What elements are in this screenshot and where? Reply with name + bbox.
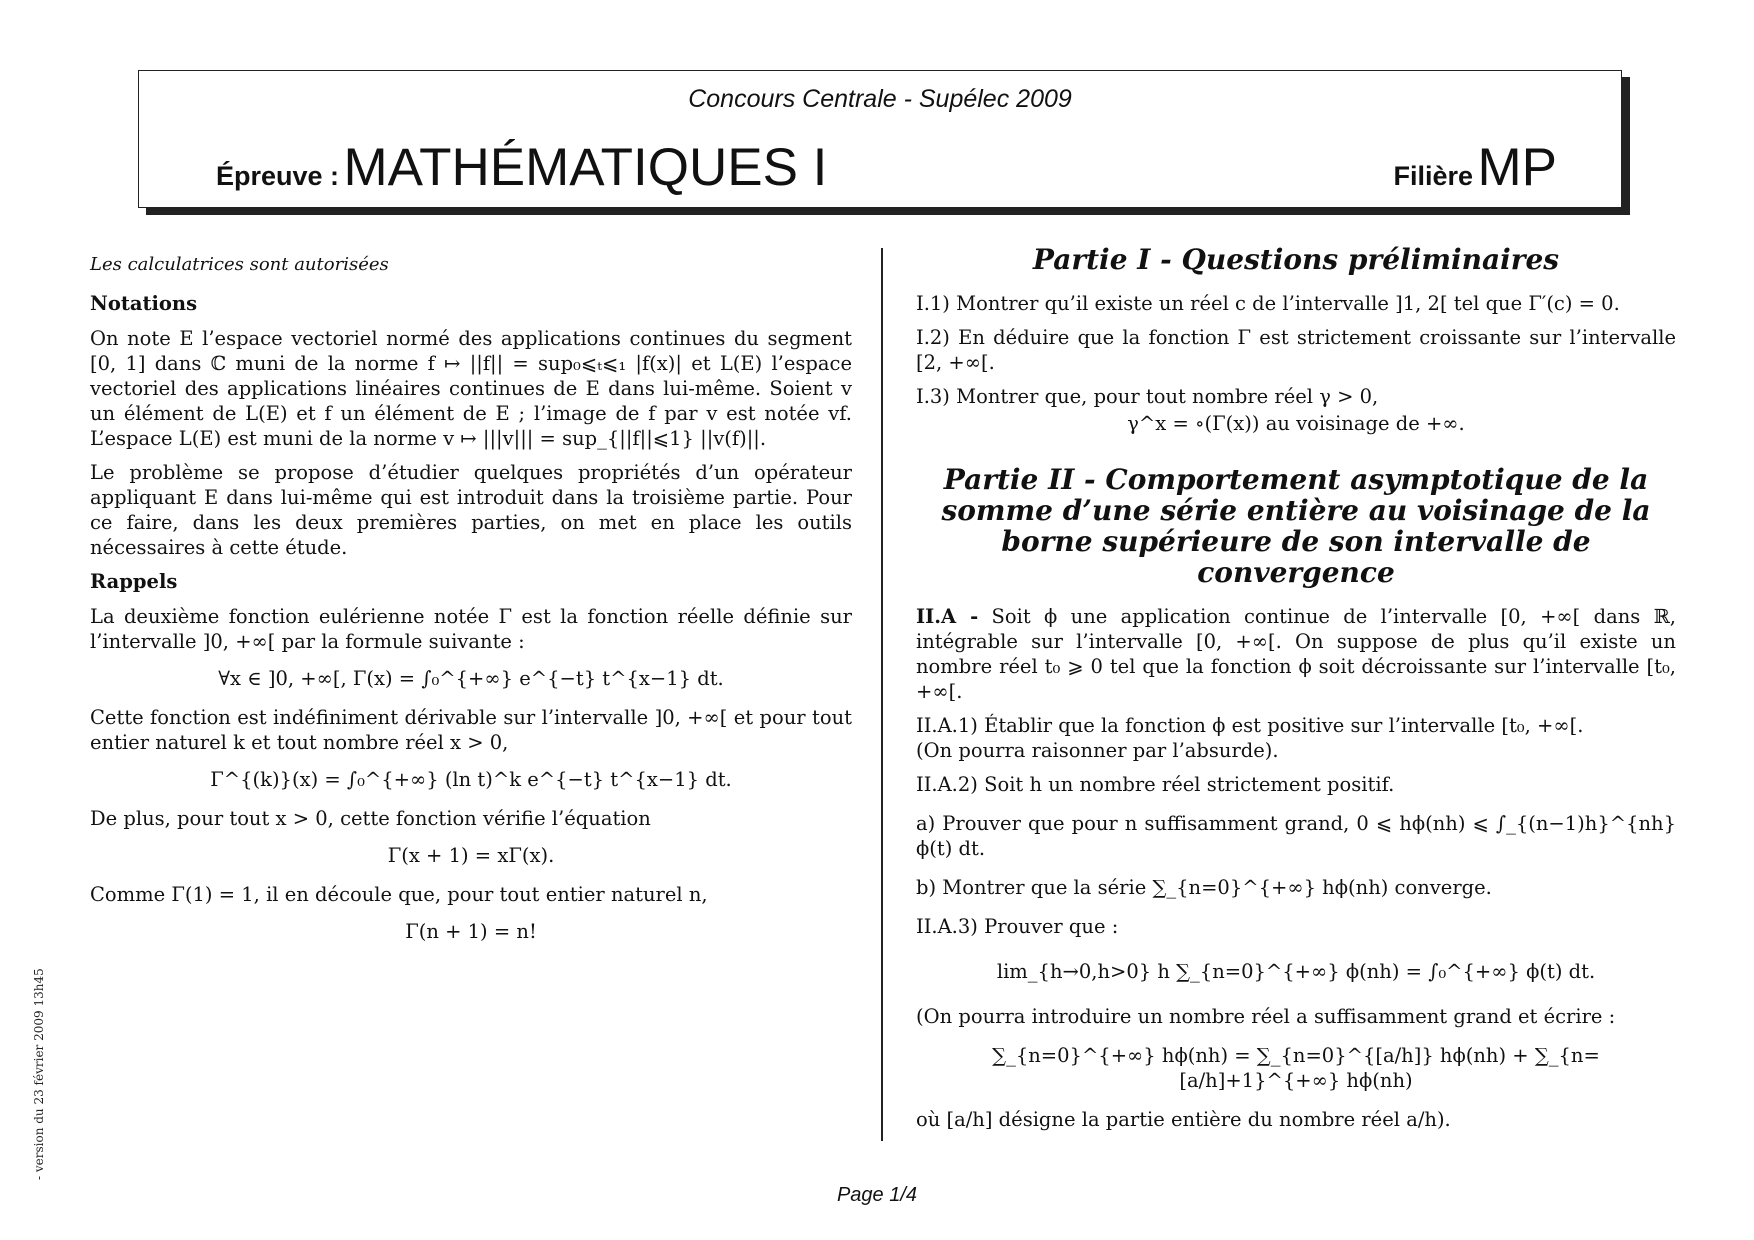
question-IIA1: II.A.1) Établir que la fonction ϕ est positive sur l’intervalle [t₀, +∞[. [916, 714, 1584, 737]
subject-title: MATHÉMATIQUES I [343, 138, 828, 197]
exam-header [138, 70, 1622, 208]
question-IIA3: II.A.3) Prouver que : [916, 915, 1119, 938]
section-IIA [916, 604, 1676, 704]
hint-IIA3: (On pourra introduire un nombre réel a suffisamment grand et écrire : [916, 1005, 1616, 1028]
rappels-paragraph-4: Comme Γ(1) = 1, il en découle que, pour tout entier naturel n, [90, 883, 708, 906]
filiere [1394, 137, 1558, 198]
filiere-label: Filière [1393, 161, 1474, 191]
page-number: Page 1/4 [836, 1184, 918, 1206]
rappels-paragraph-2: Cette fonction est indéfiniment dérivable sur l’intervalle ]0, +∞[ et pour tout entier naturel k et tout nombre réel x > 0, [90, 706, 852, 754]
contest-title: Concours Centrale - Supélec 2009 [688, 85, 1072, 113]
question-IIA1-hint: (On pourra raisonner par l’absurde). [916, 739, 1279, 762]
left-column [90, 252, 852, 958]
right-column [916, 244, 1676, 1141]
rappels-paragraph-3: De plus, pour tout x > 0, cette fonction vérifie l’équation [90, 807, 651, 830]
section-IIA-label: II.A - [916, 605, 979, 628]
question-IIA2b: b) Montrer que la série ∑_{n=0}^{+∞} hϕ(nh) converge. [916, 876, 1492, 899]
equation-hint-split: ∑_{n=0}^{+∞} hϕ(nh) = ∑_{n=0}^{[a/h]} hϕ(nh) + ∑_{n=[a/h]+1}^{+∞} hϕ(nh) [992, 1044, 1600, 1092]
filiere-value: MP [1477, 138, 1557, 197]
version-stamp: - version du 23 février 2009 13h45 [32, 968, 46, 1180]
equation-gamma: ∀x ∈ ]0, +∞[, Γ(x) = ∫₀^{+∞} e^{−t} t^{x−1} dt. [218, 667, 724, 690]
equation-I3: γ^x = ∘(Γ(x)) au voisinage de +∞. [1127, 412, 1465, 435]
equation-functional: Γ(x + 1) = xΓ(x). [387, 844, 555, 867]
equation-gamma-derivative: Γ^{(k)}(x) = ∫₀^{+∞} (ln t)^k e^{−t} t^{x−1} dt. [210, 768, 732, 791]
epreuve-label: Épreuve : [216, 161, 340, 191]
question-I2: I.2) En déduire que la fonction Γ est strictement croissante sur l’intervalle [2, +∞[. [916, 326, 1676, 374]
notations-paragraph-1: On note E l’espace vectoriel normé des applications continues du segment [0, 1] dans ℂ muni de la norme f ↦ ||f|| = sup₀⩽ₜ⩽₁ |f(x)| et L(E) l’espace vectoriel des applications linéaires continues de E dans lui-même. Soient v un élément de L(E) et f un élément de E ; l’image de f par v est notée vf. L’espace L(E) est muni de la norme v ↦ |||v||| = sup_{||f||⩽1} ||v(f)||. [90, 327, 852, 450]
question-I1: I.1) Montrer qu’il existe un réel c de l’intervalle ]1, 2[ tel que Γ′(c) = 0. [916, 292, 1620, 315]
question-IIA2: II.A.2) Soit h un nombre réel strictement positif. [916, 773, 1395, 796]
equation-IIA3: lim_{h→0,h>0} h ∑_{n=0}^{+∞} ϕ(nh) = ∫₀^{+∞} ϕ(t) dt. [996, 960, 1596, 983]
epreuve [216, 137, 827, 198]
question-I3: I.3) Montrer que, pour tout nombre réel γ > 0, [916, 385, 1379, 408]
notations-heading: Notations [90, 292, 198, 315]
calculators-note: Les calculatrices sont autorisées [90, 254, 389, 275]
rappels-paragraph-1: La deuxième fonction eulérienne notée Γ est la fonction réelle définie sur l’intervalle ]0, +∞[ par la formule suivante : [90, 605, 852, 653]
hint-IIA3-end: où [a/h] désigne la partie entière du nombre réel a/h). [916, 1108, 1451, 1131]
part1-title: Partie I - Questions préliminaires [1032, 243, 1560, 276]
notations-paragraph-2: Le problème se propose d’étudier quelques propriétés d’un opérateur appliquant E dans lui-même qui est introduit dans la troisième partie. Pour ce faire, dans les deux premières parties, on met en place les outils nécessaires à cette étude. [90, 461, 852, 559]
equation-factorial: Γ(n + 1) = n! [405, 920, 537, 943]
question-IIA2a: a) Prouver que pour n suffisamment grand, 0 ⩽ hϕ(nh) ⩽ ∫_{(n−1)h}^{nh} ϕ(t) dt. [916, 812, 1676, 860]
part2-title: Partie II - Comportement asymptotique de la somme d’une série entière au voisinage de la borne supérieure de son intervalle de convergence [941, 463, 1651, 589]
column-divider [881, 248, 883, 1141]
section-IIA-text: Soit ϕ une application continue de l’intervalle [0, +∞[ dans ℝ, intégrable sur l’intervalle [0, +∞[. On suppose de plus qu’il existe un nombre réel t₀ ⩾ 0 tel que la fonction ϕ soit décroissante sur l’intervalle [t₀, +∞[. [916, 605, 1676, 703]
rappels-heading: Rappels [90, 570, 178, 593]
